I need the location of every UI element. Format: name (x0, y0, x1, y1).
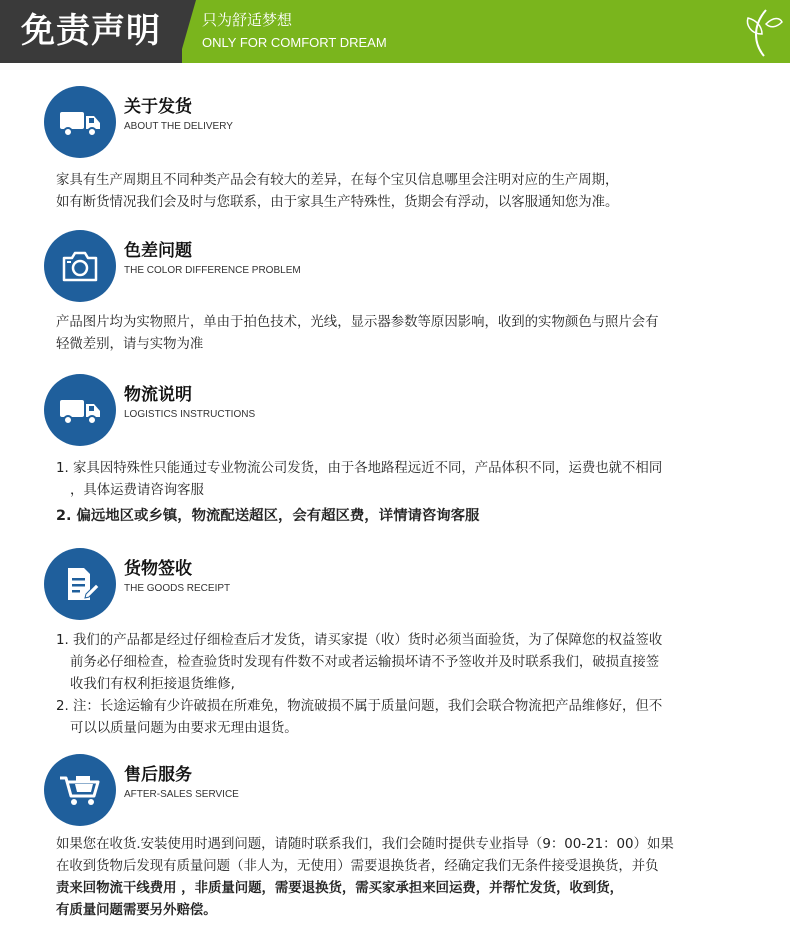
body-line: 2. 偏远地区或乡镇，物流配送超区，会有超区费，详情请咨询客服 (56, 508, 480, 524)
banner-subtitle-en: ONLY FOR COMFORT DREAM (202, 35, 387, 50)
body-line: 家具有生产周期且不同种类产品会有较大的差异，在每个宝贝信息哪里会注明对应的生产周期， (56, 173, 619, 188)
section-goods-receipt (44, 548, 744, 620)
banner-slant (178, 0, 196, 63)
body-line: 在收到货物后发现有质量问题（非人为，无使用）需要退换货者，经确定我们无条件接受退换货，并负 (56, 859, 659, 874)
body-line: 前务必仔细检查，检查验货时发现有件数不对或者运输损坏请不予签收并及时联系我们，破损直接签 (70, 655, 660, 670)
section-after-sales (44, 754, 744, 826)
camera-icon (58, 246, 102, 286)
body-line: 责来回物流干线费用 ，非质量问题，需要退换货，需买家承担来回运费，并帮忙发货，收到货， (56, 881, 624, 896)
section-subtitle: THE COLOR DIFFERENCE PROBLEM (124, 265, 301, 276)
section-subtitle: THE GOODS RECEIPT (124, 583, 231, 594)
section-subtitle: AFTER-SALES SERVICE (124, 789, 239, 800)
body-line: 1. 家具因特殊性只能通过专业物流公司发货，由于各地路程远近不同，产品体积不同，运费也就不相同 (56, 461, 663, 476)
body-line: 如果您在收货.安装使用时遇到问题，请随时联系我们，我们会随时提供专业指导（9：00-21：00）如果 (56, 837, 674, 852)
section-title: 货物签收 (124, 559, 192, 579)
section-body (56, 170, 766, 214)
truck-icon-circle (44, 374, 116, 446)
truck-icon (58, 102, 102, 142)
body-line: 如有断货情况我们会及时与您联系，由于家具生产特殊性，货期会有浮动，以客服通知您为准。 (56, 195, 619, 210)
leaf-decoration-icon (744, 4, 784, 60)
body-line: 可以以质量问题为由要求无理由退货。 (70, 721, 298, 736)
body-line: ，具体运费请咨询客服 (70, 483, 204, 498)
camera-icon-circle (44, 230, 116, 302)
body-line: 轻微差别，请与实物为准 (56, 337, 204, 352)
page-title: 免责声明 (0, 0, 182, 63)
section-subtitle: LOGISTICS INSTRUCTIONS (124, 409, 256, 420)
body-line: 2. 注：长途运输有少许破损在所难免，物流破损不属于质量问题，我们会联合物流把产品维修好，但不 (56, 699, 663, 714)
section-title: 色差问题 (124, 241, 192, 261)
section-body (56, 834, 766, 922)
banner-subtitle-cn: 只为舒适梦想 (202, 11, 293, 29)
body-line: 有质量问题需要另外赔偿。 (56, 903, 217, 918)
cart-icon (58, 770, 102, 810)
section-color-difference (44, 230, 744, 302)
section-logistics (44, 374, 744, 446)
body-line: 收我们有权利拒接退货维修, (70, 677, 235, 692)
cart-icon-circle (44, 754, 116, 826)
section-body (56, 312, 766, 356)
body-line: 产品图片均为实物照片，单由于拍色技术，光线，显示器参数等原因影响，收到的实物颜色与照片会有 (56, 315, 659, 330)
truck-icon-circle (44, 86, 116, 158)
section-subtitle: ABOUT THE DELIVERY (124, 121, 233, 132)
section-title: 售后服务 (124, 765, 192, 785)
truck-icon (58, 390, 102, 430)
section-title: 物流说明 (124, 385, 192, 405)
section-title: 关于发货 (124, 97, 192, 117)
document-icon (58, 564, 102, 604)
section-delivery (44, 86, 744, 158)
document-icon-circle (44, 548, 116, 620)
body-line: 1. 我们的产品都是经过仔细检查后才发货，请买家提（收）货时必须当面验货，为了保障您的权益签收 (56, 633, 663, 648)
section-body (56, 458, 766, 530)
section-body (56, 630, 766, 740)
